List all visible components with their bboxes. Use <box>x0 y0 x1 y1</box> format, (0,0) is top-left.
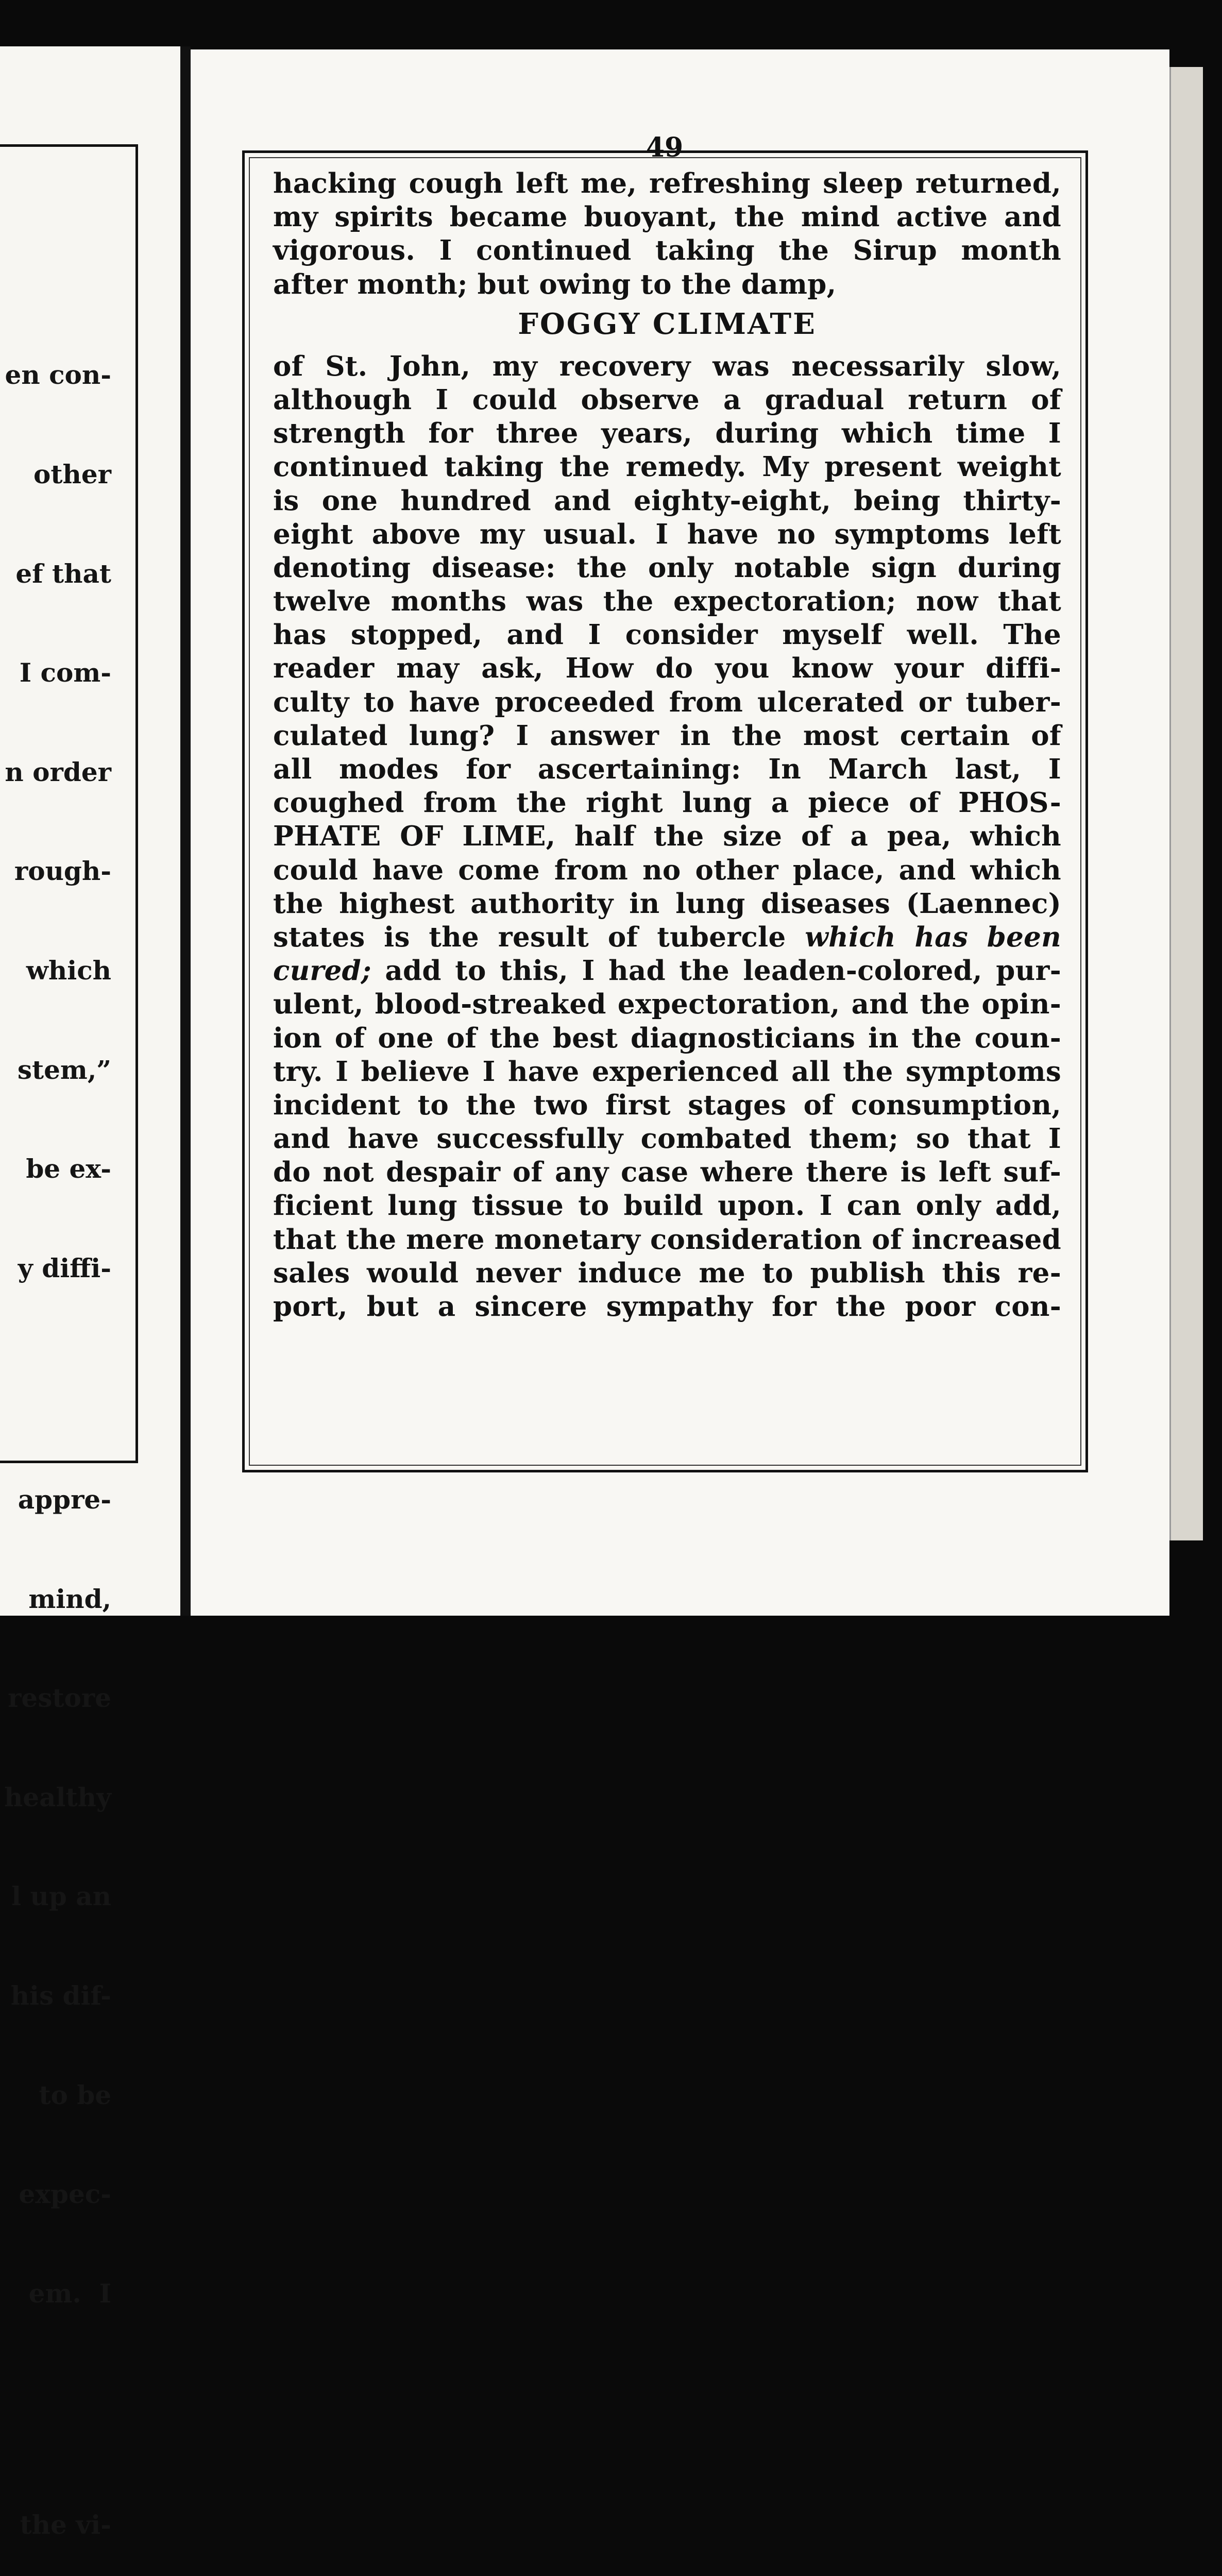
text-segment: add to this, I had the leaden-colored, pur- <box>385 955 1061 987</box>
previous-page-text <box>1 293 111 2576</box>
text-line: culty to have proceeded from ulcerated or tuber- <box>273 686 1061 718</box>
text-line: ficient lung tissue to build upon. I can only add, <box>273 1190 1061 1222</box>
text-line: incident to the two first stages of consumption, <box>273 1089 1061 1121</box>
page-edge <box>1169 67 1203 1540</box>
text-line: after month; but owing to the damp, <box>273 268 837 300</box>
text-line: coughed from the right lung a piece of PHOS- <box>273 787 1061 819</box>
text-line: has stopped, and I consider myself well. The <box>273 619 1061 651</box>
left-line: the vi- <box>20 2509 111 2540</box>
left-line: rough- <box>14 856 111 887</box>
left-line: expec- <box>19 2179 111 2210</box>
text-line: of St. John, my recovery was necessarily slow, <box>273 350 1061 382</box>
text-line: denoting disease: the only notable sign during <box>273 551 1061 584</box>
text-line: strength for three years, during which time I <box>273 417 1061 450</box>
left-line: appre- <box>18 1484 111 1515</box>
text-line: all modes for ascertaining: In March last, I <box>273 753 1061 785</box>
text-line: and have successfully combated them; so that I <box>273 1123 1061 1155</box>
left-line: healthy <box>4 1782 111 1812</box>
text-line: culated lung? I answer in the most certain of <box>273 719 1061 752</box>
left-line: which <box>26 955 111 986</box>
text-line: is one hundred and eighty-eight, being thirty- <box>273 484 1061 517</box>
left-line: stem,” <box>17 1054 111 1085</box>
left-line: mind, <box>28 1583 111 1614</box>
text-line <box>273 921 1061 954</box>
text-line: hacking cough left me, refreshing sleep returned, <box>273 167 1061 199</box>
text-line: although I could observe a gradual return of <box>273 383 1061 416</box>
text-line: ulent, blood-streaked expectoration, and the opin- <box>273 988 1061 1021</box>
book-gutter <box>180 46 191 1616</box>
page-body <box>273 167 1061 1324</box>
left-line: n order <box>5 756 111 787</box>
left-line: his dif- <box>10 1980 111 2011</box>
left-line: en con- <box>5 360 111 391</box>
left-line: y diffi- <box>18 1252 111 1283</box>
text-line: eight above my usual. I have no symptoms left <box>273 518 1061 550</box>
text-line: twelve months was the expectoration; now that <box>273 585 1061 618</box>
left-gap <box>1 2376 111 2442</box>
left-line: em. I <box>28 2278 111 2309</box>
text-segment: states is the result of tubercle <box>273 921 786 953</box>
italic-phrase: which has been <box>805 921 1061 953</box>
left-gap <box>1 1351 111 1417</box>
text-line: sales would never induce me to publish this re- <box>273 1257 1061 1289</box>
left-line: I com- <box>19 657 111 688</box>
text-line: try. I believe I have experienced all the symptoms <box>273 1055 1061 1088</box>
text-line: my spirits became buoyant, the mind active and <box>273 201 1061 233</box>
text-line: reader may ask, How do you know your diffi- <box>273 652 1061 685</box>
section-heading: FOGGY CLIMATE <box>518 307 817 341</box>
text-line: vigorous. I continued taking the Sirup month <box>273 234 1061 267</box>
text-line: port, but a sincere sympathy for the poor con- <box>273 1291 1061 1323</box>
text-line <box>273 954 1061 988</box>
italic-phrase: cured; <box>273 955 371 987</box>
left-line: to be <box>39 2079 111 2110</box>
text-line: ion of one of the best diagnosticians in the coun- <box>273 1022 1061 1054</box>
text-line: PHATE OF LIME, half the size of a pea, which <box>273 820 1061 853</box>
left-line: restore <box>8 1683 111 1714</box>
page-number: 49 <box>646 132 684 163</box>
left-line: l up an <box>11 1881 111 1912</box>
text-line: continued taking the remedy. My present weight <box>273 451 1061 483</box>
book-page <box>191 49 1169 1616</box>
text-line: the highest authority in lung diseases (Laennec) <box>273 887 1061 920</box>
text-line: could have come from no other place, and which <box>273 854 1061 886</box>
left-line: ef that <box>15 558 111 589</box>
left-line: other <box>33 459 111 490</box>
left-line: be ex- <box>26 1154 111 1184</box>
previous-page <box>0 46 180 2540</box>
text-line: do not despair of any case where there is left suf- <box>273 1156 1061 1189</box>
text-line: that the mere monetary consideration of increased <box>273 1223 1062 1256</box>
